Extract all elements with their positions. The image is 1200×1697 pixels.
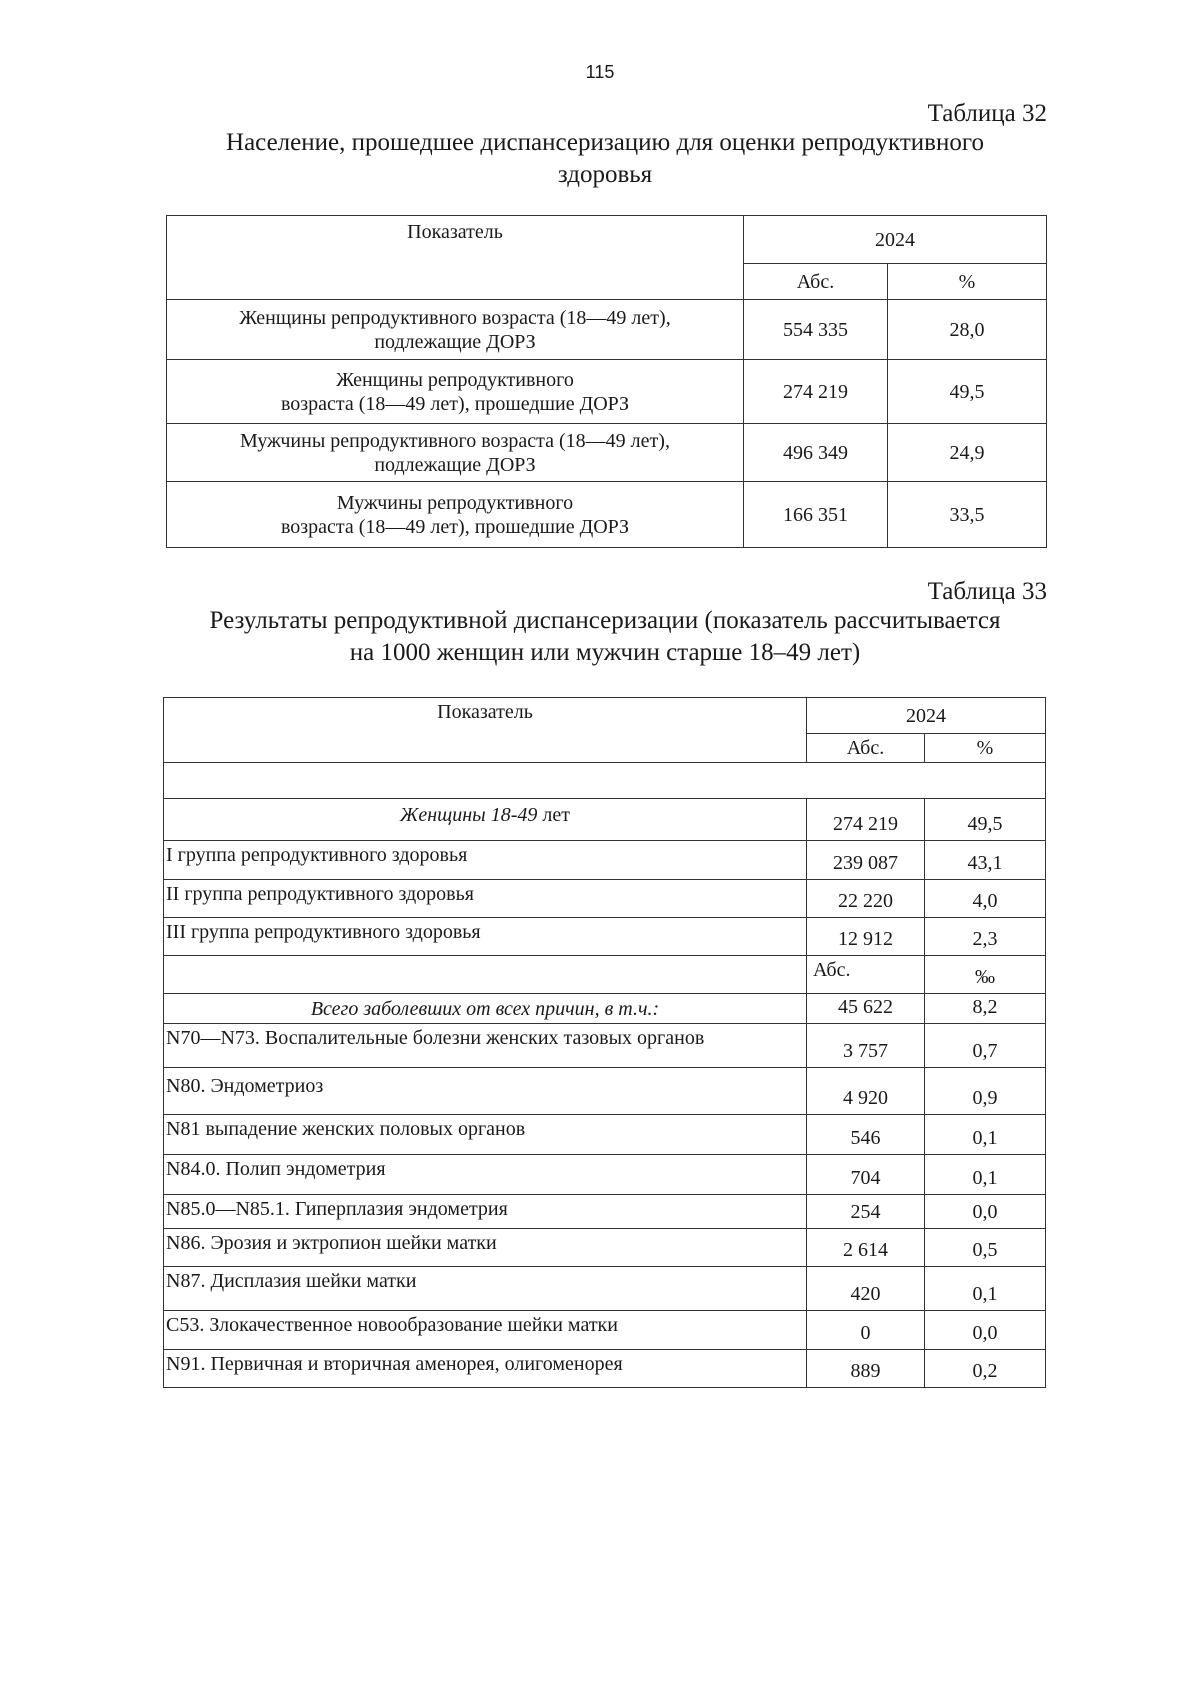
table-row	[164, 1267, 1046, 1311]
table33-title	[100, 605, 1110, 669]
t33-disease-val: 0,0	[925, 1311, 1046, 1350]
t33-total-abs: 45 622	[807, 994, 925, 1024]
t33-disease-abs: 3 757	[807, 1024, 925, 1068]
table32-title-line1: Население, прошедшее диспансеризацию для оценки репродуктивного	[226, 129, 984, 156]
t33-disease-val: 0,5	[925, 1229, 1046, 1267]
t32-header-pct: %	[888, 264, 1047, 300]
t33-subheader-permille: ‰	[925, 956, 1046, 994]
table33-caption: Таблица 33	[927, 578, 1047, 605]
table33-title-line2: на 1000 женщин или мужчин старше 18–49 лет)	[349, 639, 861, 666]
t33-group-abs: 239 087	[807, 841, 925, 880]
t33-disease-label: N85.0—N85.1. Гиперплазия эндометрия	[164, 1195, 807, 1229]
t33-disease-abs: 254	[807, 1195, 925, 1229]
t33-group-label: II группа репродуктивного здоровья	[164, 880, 807, 918]
t33-header-abs: Абс.	[807, 734, 925, 763]
table-row	[164, 1195, 1046, 1229]
t33-disease-abs: 4 920	[807, 1068, 925, 1115]
t33-disease-label: N91. Первичная и вторичная аменорея, олигоменорея	[164, 1350, 807, 1388]
t33-disease-label: N86. Эрозия и эктропион шейки матки	[164, 1229, 807, 1267]
table-row	[164, 1024, 1046, 1068]
t32-header-abs: Абс.	[744, 264, 888, 300]
table-row	[164, 994, 1046, 1024]
t33-disease-val: 0,0	[925, 1195, 1046, 1229]
table32-title-line2: здоровья	[557, 161, 653, 188]
t33-women-label: Женщины 18-49 лет	[164, 799, 807, 841]
table-row	[164, 841, 1046, 880]
table-row	[164, 1068, 1046, 1115]
table32	[166, 215, 1047, 548]
t33-group-label: I группа репродуктивного здоровья	[164, 841, 807, 880]
table-row	[167, 360, 1047, 424]
t33-group-abs: 12 912	[807, 918, 925, 956]
t33-disease-val: 0,1	[925, 1267, 1046, 1311]
table-row	[164, 1350, 1046, 1388]
t32-row-pct: 24,9	[888, 424, 1047, 482]
table-row	[164, 799, 1046, 841]
t32-row-label: Женщины репродуктивного возраста (18—49 лет), прошедшие ДОРЗ	[167, 360, 744, 424]
t32-row-abs: 166 351	[744, 482, 888, 548]
t33-header-year: 2024	[807, 698, 1046, 734]
t32-row-label: Женщины репродуктивного возраста (18—49 лет), подлежащие ДОРЗ	[167, 300, 744, 360]
t33-header-indicator: Показатель	[164, 698, 807, 763]
table-row	[167, 482, 1047, 548]
table32-title	[100, 127, 1110, 191]
table-row	[164, 918, 1046, 956]
t33-group-label: III группа репродуктивного здоровья	[164, 918, 807, 956]
t33-disease-label: N80. Эндометриоз	[164, 1068, 807, 1115]
t32-row-pct: 49,5	[888, 360, 1047, 424]
t33-disease-abs: 889	[807, 1350, 925, 1388]
t33-disease-abs: 0	[807, 1311, 925, 1350]
t33-disease-label: C53. Злокачественное новообразование шейки матки	[164, 1311, 807, 1350]
t32-row-abs: 554 335	[744, 300, 888, 360]
t32-row-label: Мужчины репродуктивного возраста (18—49 лет), прошедшие ДОРЗ	[167, 482, 744, 548]
t32-row-abs: 496 349	[744, 424, 888, 482]
t33-subheader-abs: Абс.	[807, 956, 925, 994]
t33-group-pct: 2,3	[925, 918, 1046, 956]
t33-disease-val: 0,2	[925, 1350, 1046, 1388]
t33-disease-val: 0,1	[925, 1155, 1046, 1195]
t32-row-pct: 33,5	[888, 482, 1047, 548]
t33-subheader-empty	[164, 956, 807, 994]
t33-disease-abs: 2 614	[807, 1229, 925, 1267]
t33-disease-val: 0,1	[925, 1115, 1046, 1155]
t33-disease-label: N84.0. Полип эндометрия	[164, 1155, 807, 1195]
table-row	[164, 1311, 1046, 1350]
t33-total-label: Всего заболевших от всех причин, в т.ч.:	[164, 994, 807, 1024]
t32-row-abs: 274 219	[744, 360, 888, 424]
table-row	[164, 1229, 1046, 1267]
table-row	[167, 424, 1047, 482]
t33-header-pct: %	[925, 734, 1046, 763]
t33-group-abs: 22 220	[807, 880, 925, 918]
table33	[163, 697, 1046, 1388]
t33-disease-label: N81 выпадение женских половых органов	[164, 1115, 807, 1155]
t33-disease-val: 0,7	[925, 1024, 1046, 1068]
table33-title-line1: Результаты репродуктивной диспансеризации (показатель рассчитывается	[209, 607, 1001, 634]
t33-women-abs: 274 219	[807, 799, 925, 841]
t32-header-indicator: Показатель	[167, 216, 744, 300]
t33-women-pct: 49,5	[925, 799, 1046, 841]
t33-disease-label: N87. Дисплазия шейки матки	[164, 1267, 807, 1311]
t33-total-val: 8,2	[925, 994, 1046, 1024]
page-number: 115	[585, 62, 615, 82]
t33-disease-abs: 704	[807, 1155, 925, 1195]
t33-empty-row	[164, 763, 1046, 799]
t32-header-year: 2024	[744, 216, 1047, 264]
t33-disease-label: N70—N73. Воспалительные болезни женских тазовых органов	[164, 1024, 807, 1068]
table-row	[164, 1155, 1046, 1195]
table-row	[167, 300, 1047, 360]
t32-row-label: Мужчины репродуктивного возраста (18—49 лет), подлежащие ДОРЗ	[167, 424, 744, 482]
t33-disease-abs: 420	[807, 1267, 925, 1311]
table32-caption: Таблица 32	[927, 100, 1047, 127]
t33-disease-abs: 546	[807, 1115, 925, 1155]
table-row	[164, 1115, 1046, 1155]
t33-disease-val: 0,9	[925, 1068, 1046, 1115]
t33-group-pct: 4,0	[925, 880, 1046, 918]
t32-row-pct: 28,0	[888, 300, 1047, 360]
table-row	[164, 880, 1046, 918]
t33-group-pct: 43,1	[925, 841, 1046, 880]
